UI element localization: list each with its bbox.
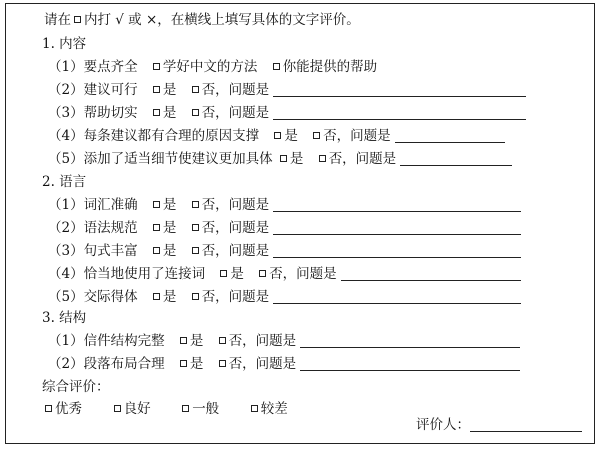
checkbox-no[interactable] — [313, 132, 320, 139]
no-label: 否，问题是 — [328, 151, 397, 167]
no-label: 否，问题是 — [201, 289, 270, 305]
option-help-label: 你能提供的帮助 — [282, 59, 378, 75]
checkbox-icon[interactable] — [45, 405, 52, 412]
no-label: 否，问题是 — [228, 333, 297, 349]
row-label: 每条建议都有合理的原因支撑 — [83, 128, 260, 144]
no-label: 否，问题是 — [323, 128, 391, 144]
row-label: 恰当地使用了连接词 — [83, 266, 206, 282]
answer-blank[interactable] — [273, 220, 521, 235]
answer-blank[interactable] — [300, 356, 520, 371]
row-label: 段落布局合理 — [83, 356, 165, 372]
checkbox-yes[interactable] — [153, 109, 160, 116]
checkbox-no[interactable] — [192, 224, 199, 231]
checkbox-icon[interactable] — [114, 405, 121, 412]
row-number: （4） — [48, 128, 84, 144]
checkbox-icon[interactable] — [251, 405, 258, 412]
language-row-2 — [48, 217, 521, 239]
row-label: 信件结构完整 — [83, 333, 165, 349]
checkbox-yes[interactable] — [280, 155, 287, 162]
yes-label: 是 — [289, 151, 304, 167]
row-number: （1） — [48, 197, 84, 213]
structure-row-2 — [48, 353, 520, 375]
answer-blank[interactable] — [341, 266, 521, 281]
overall-label: 综合评价： — [42, 379, 110, 395]
checkbox-no[interactable] — [219, 360, 226, 367]
evaluator-blank[interactable] — [470, 417, 582, 432]
content-row-4 — [48, 125, 505, 147]
answer-blank[interactable] — [300, 333, 520, 348]
yes-label: 是 — [189, 333, 204, 349]
overall-option-poor[interactable]: 较差 — [248, 398, 288, 420]
structure-row-1 — [48, 330, 520, 352]
evaluation-form — [5, 3, 595, 444]
content-row-3 — [48, 102, 526, 124]
row-label: 交际得体 — [83, 289, 138, 305]
checkbox-help[interactable] — [273, 63, 280, 70]
language-row-3 — [48, 240, 521, 262]
row-number: （2） — [48, 356, 84, 372]
language-row-1 — [48, 194, 521, 216]
row-label: 建议可行 — [83, 82, 138, 98]
row-label: 要点齐全 — [83, 59, 138, 75]
option-methods-label: 学好中文的方法 — [162, 59, 258, 75]
checkbox-no[interactable] — [319, 155, 326, 162]
checkbox-yes[interactable] — [180, 337, 187, 344]
section-title-language: 2. 语言 — [42, 174, 87, 190]
checkbox-yes[interactable] — [180, 360, 187, 367]
checkbox-no[interactable] — [192, 109, 199, 116]
answer-blank[interactable] — [273, 289, 521, 304]
yes-label: 是 — [284, 128, 298, 144]
checkbox-methods[interactable] — [153, 63, 160, 70]
overall-option-good[interactable]: 良好 — [111, 398, 151, 420]
yes-label: 是 — [162, 197, 177, 213]
language-row-4 — [48, 263, 521, 285]
yes-label: 是 — [162, 243, 177, 259]
instructions — [44, 9, 360, 31]
evaluator-signature — [416, 414, 582, 436]
checkbox-icon[interactable] — [182, 405, 189, 412]
checkbox-sample-icon — [74, 16, 81, 23]
answer-blank[interactable] — [273, 82, 526, 97]
no-label: 否，问题是 — [201, 82, 270, 98]
instructions-text: 内打 √ 或 ×，在横线上填写具体的文字评价。 — [84, 12, 360, 28]
section-title-structure: 3. 结构 — [42, 310, 87, 326]
language-row-5 — [48, 286, 521, 308]
row-label: 语法规范 — [83, 220, 138, 236]
yes-label: 是 — [230, 266, 244, 282]
checkbox-no[interactable] — [192, 293, 199, 300]
row-number: （2） — [48, 220, 84, 236]
row-number: （5） — [48, 289, 84, 305]
checkbox-yes[interactable] — [220, 270, 227, 277]
content-row-2 — [48, 79, 526, 101]
checkbox-yes[interactable] — [274, 132, 281, 139]
row-number: （1） — [48, 333, 84, 349]
row-number: （3） — [48, 105, 84, 121]
yes-label: 是 — [162, 82, 177, 98]
content-row-5 — [48, 148, 512, 170]
overall-option-excellent[interactable]: 优秀 — [42, 398, 82, 420]
row-label: 词汇准确 — [83, 197, 138, 213]
checkbox-no[interactable] — [259, 270, 266, 277]
no-label: 否，问题是 — [201, 105, 270, 121]
answer-blank[interactable] — [395, 128, 505, 143]
row-number: （3） — [48, 243, 84, 259]
checkbox-no[interactable] — [192, 86, 199, 93]
row-label: 句式丰富 — [83, 243, 138, 259]
row-number: （4） — [48, 266, 84, 282]
no-label: 否，问题是 — [201, 197, 270, 213]
yes-label: 是 — [189, 356, 204, 372]
no-label: 否，问题是 — [269, 266, 337, 282]
row-label: 帮助切实 — [83, 105, 138, 121]
checkbox-yes[interactable] — [153, 201, 160, 208]
yes-label: 是 — [162, 105, 177, 121]
checkbox-no[interactable] — [219, 337, 226, 344]
checkbox-yes[interactable] — [153, 224, 160, 231]
answer-blank[interactable] — [273, 197, 521, 212]
instructions-pre: 请在 — [44, 12, 71, 28]
section-title-content: 1. 内容 — [42, 36, 87, 52]
no-label: 否，问题是 — [201, 220, 270, 236]
row-number: （2） — [48, 82, 84, 98]
checkbox-yes[interactable] — [153, 293, 160, 300]
no-label: 否，问题是 — [201, 243, 270, 259]
overall-option-average[interactable]: 一般 — [179, 398, 219, 420]
row-label: 添加了适当细节使建议更加具体 — [83, 151, 273, 167]
answer-blank[interactable] — [273, 105, 526, 120]
no-label: 否，问题是 — [228, 356, 297, 372]
row-number: （5） — [48, 151, 84, 167]
answer-blank[interactable] — [400, 151, 512, 166]
answer-blank[interactable] — [273, 243, 521, 258]
yes-label: 是 — [162, 289, 177, 305]
checkbox-no[interactable] — [192, 201, 199, 208]
overall-options — [42, 398, 288, 420]
yes-label: 是 — [162, 220, 177, 236]
checkbox-yes[interactable] — [153, 247, 160, 254]
content-row-1 — [48, 56, 377, 78]
checkbox-no[interactable] — [192, 247, 199, 254]
evaluator-label: 评价人： — [416, 417, 470, 433]
checkbox-yes[interactable] — [153, 86, 160, 93]
row-number: （1） — [48, 59, 84, 75]
